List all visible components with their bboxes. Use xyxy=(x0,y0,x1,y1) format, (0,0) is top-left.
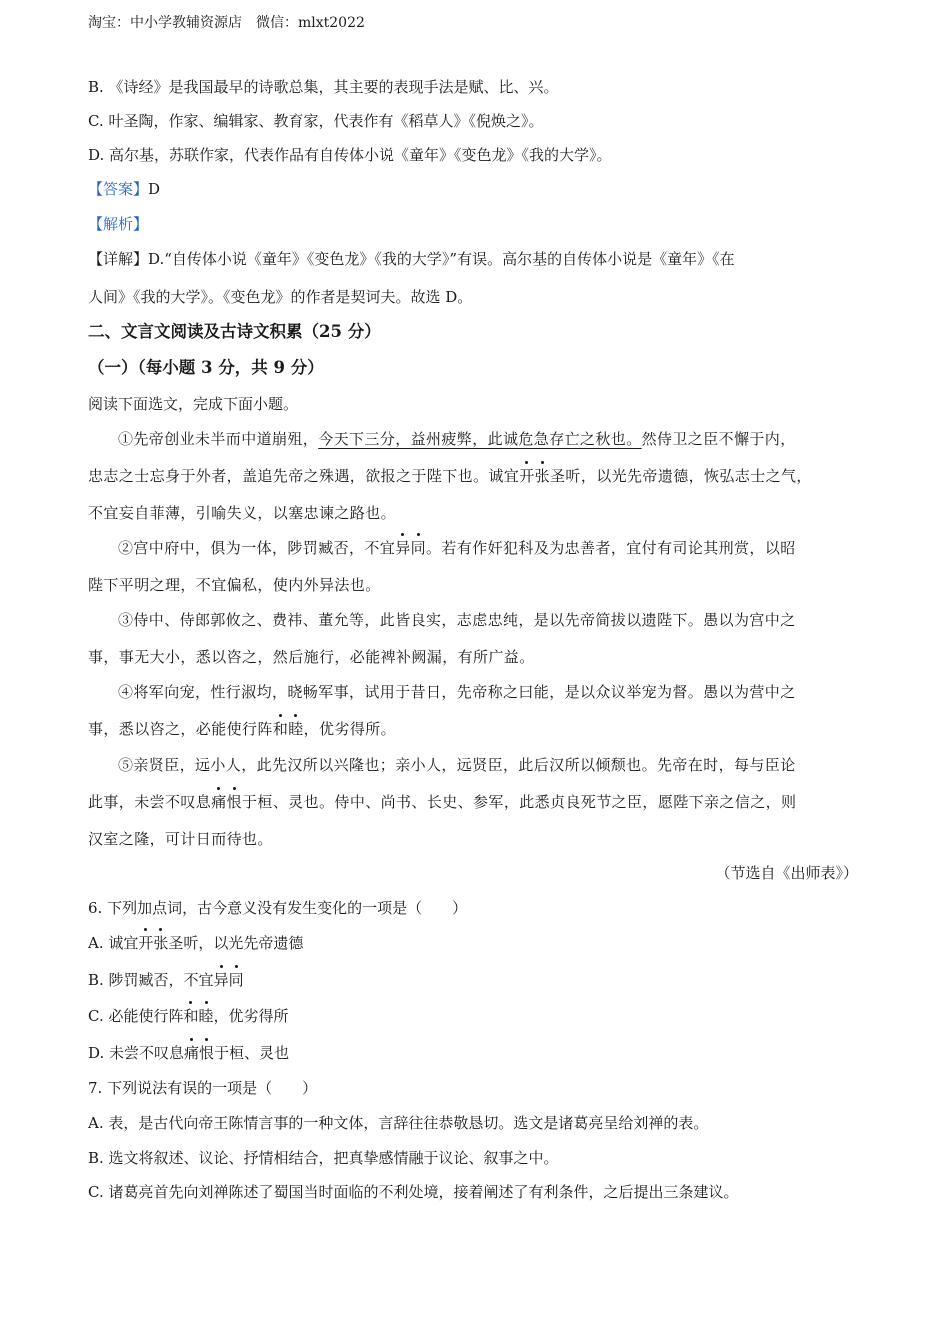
dotted-char: 张 xyxy=(534,467,551,485)
passage-text: ②宫中府中，俱为一体，陟罚臧否，不宜 xyxy=(118,539,396,557)
dotted-char: 开 xyxy=(138,934,154,952)
passage-p4-line-1: ④将军向宠，性行淑均，晓畅军事，试用于昔日，先帝称之曰能，是以众议举宠为督。愚以为营中之 xyxy=(118,683,796,701)
passage-p5-line-1: ⑤亲贤臣，远小人，此先汉所以兴隆也；亲小人，远贤臣，此后汉所以倾颓也。先帝在时，每与臣论 xyxy=(118,756,796,774)
q6-stem: 6. 下列加点词，古今意义没有发生变化的一项是（ ） xyxy=(88,899,468,917)
passage-p5-line-2 xyxy=(88,792,796,812)
q7-option-b: B. 选文将叙述、议论、抒情相结合，把真挚感情融于议论、叙事之中。 xyxy=(88,1149,559,1167)
option-text: ，优劣得所 xyxy=(213,1007,289,1025)
q6-option-c xyxy=(88,1006,289,1026)
analysis-label: 【解析】 xyxy=(88,215,149,233)
dotted-char: 恨 xyxy=(199,1044,215,1062)
passage-text: 于桓、灵也。侍中、尚书、长史、参军，此悉贞良死节之臣，愿陛下亲之信之，则 xyxy=(242,793,797,811)
passage-text: 事，悉以咨之，必能使行阵 xyxy=(88,720,273,738)
page-header: 淘宝：中小学教辅资源店 微信：mlxt2022 xyxy=(88,15,365,31)
passage-text: ，优劣得所。 xyxy=(303,720,397,738)
passage-text: 圣听，以光先帝遗德，恢弘志士之气， xyxy=(550,467,812,485)
option-text: A. 诚宜 xyxy=(88,934,139,952)
option-text: C. 必能使行阵 xyxy=(88,1007,184,1025)
passage-p3-line-1: ③侍中、侍郎郭攸之、费祎、董允等，此皆良实，志虑忠纯，是以先帝简拔以遗陛下。愚以为宫中之 xyxy=(118,611,796,629)
passage-text: 此事，未尝不叹息 xyxy=(88,793,212,811)
dotted-char: 异 xyxy=(213,971,229,989)
dotted-char: 恨 xyxy=(226,793,243,811)
q7-option-a: A. 表，是古代向帝王陈情言事的一种文体，言辞往往恭敬恳切。选文是诸葛亮呈给刘禅的表。 xyxy=(88,1114,709,1132)
underlined-sentence: 今天下三分，益州疲弊，此诚危急存亡之秋也。 xyxy=(318,430,642,448)
dotted-char: 和 xyxy=(183,1007,199,1025)
dotted-char: 和 xyxy=(272,720,289,738)
subsection-1-title: （一）（每小题 3 分，共 9 分） xyxy=(88,358,324,377)
option-text: 于桓、灵也 xyxy=(214,1044,290,1062)
dotted-char: 痛 xyxy=(184,1044,200,1062)
answer-label: 【答案】 xyxy=(88,180,149,198)
option-text: D. 未尝不叹息 xyxy=(88,1044,185,1062)
q5-option-b: B. 《诗经》是我国最早的诗歌总集，其主要的表现手法是赋、比、兴。 xyxy=(88,78,559,96)
option-text: 圣听，以光先帝遗德 xyxy=(168,934,304,952)
dotted-char: 痛 xyxy=(211,793,227,811)
q5-option-d: D. 高尔基，苏联作家，代表作品有自传体小说《童年》《变色龙》《我的大学》。 xyxy=(88,146,612,164)
answer-line xyxy=(88,179,160,199)
q5-option-c: C. 叶圣陶，作家、编辑家、教育家，代表作有《稻草人》《倪焕之》。 xyxy=(88,112,544,130)
passage-p3-line-2: 事，事无大小，悉以咨之，然后施行，必能裨补阙漏，有所广益。 xyxy=(88,648,535,666)
dotted-char: 异 xyxy=(395,539,411,557)
passage-p5-line-3: 汉室之隆，可计日而待也。 xyxy=(88,830,273,848)
answer-value: D xyxy=(148,180,161,198)
q6-option-b xyxy=(88,970,244,990)
option-text: B. 陟罚臧否，不宜 xyxy=(88,971,214,989)
passage-p1-line-2 xyxy=(88,466,812,486)
dotted-char: 同 xyxy=(410,539,427,557)
q6-option-a xyxy=(88,933,303,953)
q7-stem: 7. 下列说法有误的一项是（ ） xyxy=(88,1079,318,1097)
passage-text: ①先帝创业未半而中道崩殂， xyxy=(118,430,319,448)
dotted-char: 张 xyxy=(153,934,169,952)
passage-p1-line-3: 不宜妄自菲薄，引喻失义，以塞忠谏之路也。 xyxy=(88,504,397,522)
dotted-char: 同 xyxy=(228,971,244,989)
passage-source: （节选自《出师表》） xyxy=(715,864,858,882)
passage-p2-line-1 xyxy=(118,538,796,558)
section-2-title: 二、文言文阅读及古诗文积累（25 分） xyxy=(88,322,381,341)
passage-p1-line-1 xyxy=(118,429,796,449)
reading-instruction: 阅读下面选文，完成下面小题。 xyxy=(88,395,299,413)
passage-text: 。若有作奸犯科及为忠善者，宜付有司论其刑赏，以昭 xyxy=(426,539,796,557)
dotted-char: 睦 xyxy=(198,1007,214,1025)
passage-text: 然侍卫之臣不懈于内， xyxy=(641,430,796,448)
detail-line-1: 【详解】D.“自传体小说《童年》《变色龙》《我的大学》”有误。高尔基的自传体小说是《童年》《在 xyxy=(88,250,735,268)
q6-option-d xyxy=(88,1043,289,1063)
passage-p4-line-2 xyxy=(88,719,396,739)
dotted-char: 睦 xyxy=(288,720,304,738)
detail-line-2: 人间》《我的大学》。《变色龙》的作者是契诃夫。故选 D。 xyxy=(88,288,473,306)
passage-p2-line-2: 陛下平明之理，不宜偏私，使内外异法也。 xyxy=(88,576,381,594)
q7-option-c: C. 诸葛亮首先向刘禅陈述了蜀国当时面临的不利处境，接着阐述了有利条件，之后提出三条建议。 xyxy=(88,1183,739,1201)
passage-text: 忠志之士忘身于外者，盖追先帝之殊遇，欲报之于陛下也。诚宜 xyxy=(88,467,520,485)
dotted-char: 开 xyxy=(519,467,535,485)
